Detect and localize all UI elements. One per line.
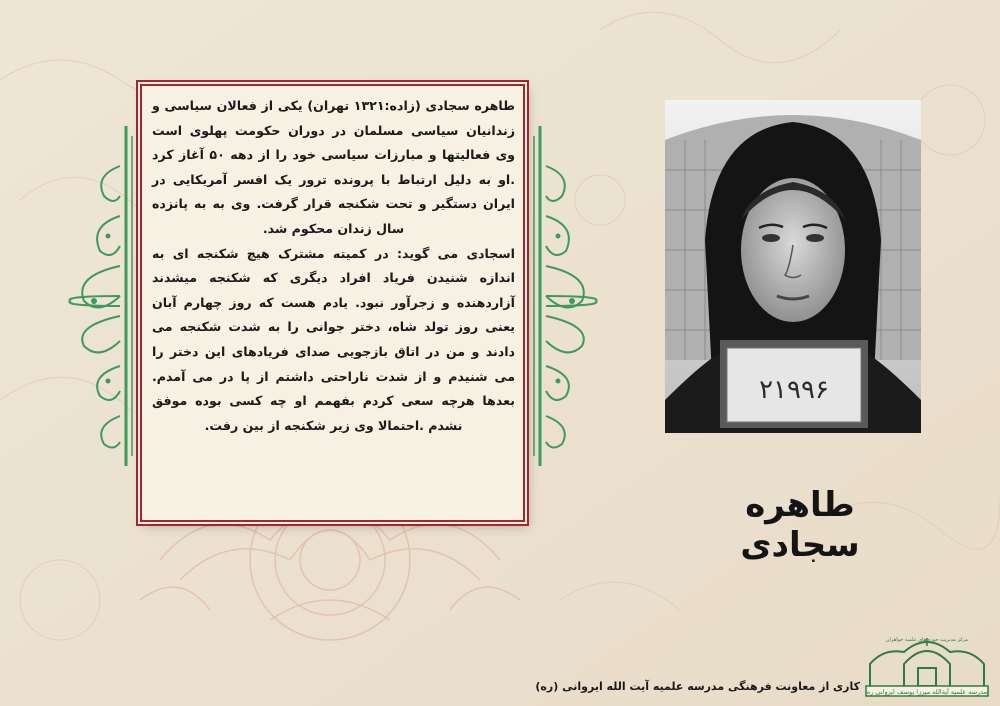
right-ornament <box>528 126 602 466</box>
person-name: طاهره سجادی <box>740 485 860 565</box>
bio-text <box>152 94 515 438</box>
footer-credit: کاری از معاونت فرهنگی مدرسه علمیه آیت الله ایروانی (ره) <box>535 680 860 693</box>
left-ornament <box>64 126 138 466</box>
portrait-photo <box>665 100 921 433</box>
logo-top-text: مرکز مدیریت حوزه های علمیه خواهران <box>885 637 969 643</box>
logo-bottom-text: مدرسه علمیه آیة‌الله میرزا یوسف ایروانی ره <box>866 688 988 696</box>
school-logo <box>864 634 990 698</box>
bio-paragraph-1: طاهره سجادی (زاده:۱۳۲۱ تهران) یکی از فعالان سیاسی و زندانیان سیاسی مسلمان در دوران حکومت پهلوی است وی فعالیتها و مبارزات سیاسی خود را از دهه ۵۰ آغاز کرد .او به دلیل ارتباط با پرونده ترور یک افسر آمریکایی در ایران دستگیر و تحت شکنجه قرار گرفت. وی به به پانزده سال زندان محکوم شد. <box>152 98 515 236</box>
bio-paragraph-2: اسجادی می گوید: در کمیته مشترک هیچ شکنجه ای به اندازه شنیدن فریاد افراد دیگری که شکنجه میشدند آزاردهنده و زجرآور نبود. یادم هست که روز چهارم آبان یعنی روز تولد شاه، دختر جوانی را به شدت شکنجه می دادند و من در اتاق بازجویی صدای فریادهای این دختر را می شنیدم و از شدت ناراحتی داشتم از پا در می آمدم. بعدها هرچه سعی کردم بفهمم او چه کسی بوده موفق نشدم .احتمالا وی زیر شکنجه از بین رفت. <box>152 245 515 433</box>
bio-card <box>140 84 525 522</box>
placard-number: ۲۱۹۹۶ <box>759 375 829 405</box>
